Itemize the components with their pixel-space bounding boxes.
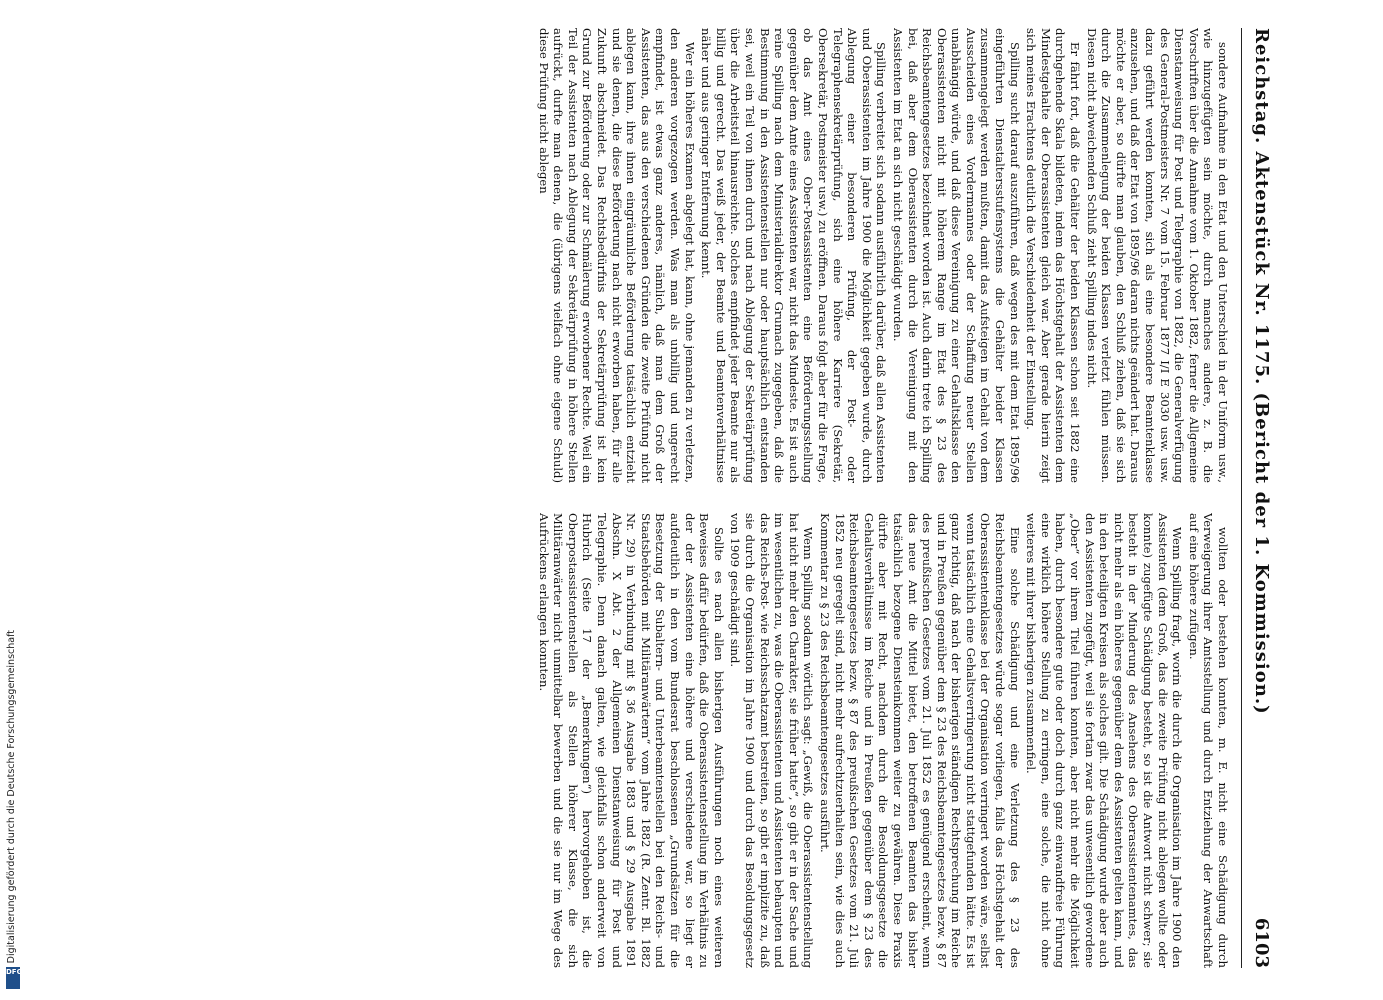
paragraph: Wenn Spilling sodann wörtlich sagt: „Gewiß, die Oberassistentenstellung hat nicht mehr den Charakter, sie früher hatte“, so gibt er in der Sache und im wesentlichen zu, was die Oberassistenten und Assistenten behaupten und das Reichs-Post- wie Reichsschatzamt bestreiten, so gibt er implizite zu, daß sie durch die Organisation im Jahre 1900 und durch das Besoldungsgesetz von 1909 geschädigt sind. — [728, 513, 816, 968]
text-column-right — [20, 513, 1230, 968]
paragraph: Wer ein höheres Examen abgelegt hat, kann, ohne jemanden zu verletzen, den anderen vorgezogen werden. Was man als unbillig und ungerecht empfindet, ist etwas ganz anderes, nämlich, daß man dem Groß der Assistenten, das aus den verschiedenen Gründen die zweite Prüfung nicht ablegen kann, ihre ihnen eingräumliche Beförderung tatsächlich entzieht und sie denen, die diese Beförderung nach nicht erworben haben, für alle Zukunft abschneidet. Das Rechtsbedürfnis der Sekretärprüfung ist kein Grund zur Beförderung oder zur Schmälerung erworbener Rechte. Weil ein Teil der Assistenten nach Ablegung der Sekretärprüfung in höhere Stellen aufrückt, durfte man denen, die (übrigens vielfach ohne eigene Schuld) diese Prüfung nicht ablegen — [536, 28, 697, 483]
dfg-logo-icon: DFG — [6, 967, 20, 989]
paragraph: wollten oder bestehen konnten, m. E. nicht eine Schädigung durch Verweigerung ihrer Amtsstellung und durch Entziehung der Anwartschaft auf eine höhere zufügen. — [1186, 513, 1230, 968]
page-number: 6103 — [1251, 917, 1272, 968]
text-column-left — [20, 28, 1230, 483]
paragraph: Spilling verbreitet sich sodann ausführlich darüber, daß allen Assistenten und Oberassistenten im Jahre 1900 die Möglichkeit gegeben wurde, durch Ablegung einer besonderen Prüfung, der Post- oder Telegraphensekretärprüfung, sich eine höhere Karriere (Sekretär, Obersekretär, Postmeister usw.) zu eröffnen. Daraus folgt aber für die Frage, ob das Amt eines Ober-Postassistenten eine Beförderungsstellung gegenüber dem Amte eines Assistenten war, nicht das Mindeste. Es ist auch reine Spilling nach dem Ministerialdirektor Grumach zugegeben, daß die Bestimmung in den Assistentenstellen nur oder hauptsächlich entstanden sei, weil ein Teil von ihnen durch und nach Ablegung der Sekretärprüfung über die Arbeitsteil hinausreichte. Solches empfindet jeder Beamte nur als billig und gerecht. Das weiß jeder, der Beamte und Beamtenverhältnisse näher und aus geringer Entfernung kennt. — [699, 28, 889, 483]
running-title: Reichstag. Aktenstück Nr. 1175. (Bericht der 1. Kommission.) — [1251, 28, 1272, 715]
paragraph: Spilling sucht darauf auszuführen, daß wegen des mit dem Etat 1895/96 eingeführten Dienstaltersstufensystems die Gehälter beider Klassen zusammengelegt werden mußten, damit das Aufsteigen im Gehalt von dem Ausscheiden eines Vordermannes oder der Schaffung neuer Stellen unabhängig würde, und daß diese Vereinigung zu einer Gehaltsklasse den Oberassistenten nicht mit höherem Range im Etat des § 23 des Reichsbeamtengesetzes bezeichnet worden ist. Auch darin trete ich Spilling bei, daß aber dem Oberassistenten durch die Vereinigung mit den Assistenten im Etat an sich nicht geschädigt wurden. — [890, 28, 1022, 483]
paragraph: sondere Aufnahme in den Etat und den Unterschied in der Uniform usw., wie hinzugefügten sein möchte, durch manches andere, z. B. die Vorschriften über die Annahme vom 1. Oktober 1882, ferner die Allgemeine Dienstanweisung für Post und Telegraphie von 1882, die Generalverfügung des General-Postmeisters Nr. 7 vom 15. Februar 1877 I/I E 3030 usw. usw. dazu geführt werden konnten, sich als eine besondere Beamtenklasse anzusehen, und daß der Etat von 1895/96 daran nichts geändert hat. Daraus möchte er aber, so dürfte man glauben, den Schluß ziehen, daß sie sich durch die Zusammenlegung der beiden Klassen verletzt fühlen müssen. Diesen nicht abweichenden Schluß zieht Spilling indes nicht. — [1084, 28, 1230, 483]
page-header — [1241, 28, 1272, 968]
digitization-credit: Digitalisierung gefördert durch die Deutsche Forschungsgemeinschaft — [6, 629, 17, 963]
paragraph: Wenn Spilling fragt, worin die durch die Organisation im Jahre 1900 den Assistenten (dem Groß, das die zweite Prüfung nicht ablegen wollte oder konnte) zugefügte Schädigung besteht, so ist die Antwort nicht schwer; sie besteht in der Minderung des Ansehens des Oberassistentenamtes, das nicht mehr als ein höheres gegenüber dem des Assistenten gelten kann, und in den beteiligten Kreisen als solches gilt. Die Schädigung wurde aber auch den Assistenten zugefügt, weil sie fortan zwar das unwesentlich gewordene „Ober“ vor ihrem Titel führen konnten, aber nicht mehr die Möglichkeit haben, durch besondere gute oder doch durch ganz einwandfreie Führung eine wirklich höhere Stellung zu erringen, eine solche, die nicht ohne weiteres mit ihrer bisherigen zusammenfiel. — [1024, 513, 1185, 968]
paragraph: Er fährt fort, daß die Gehälter der beiden Klassen schon seit 1882 eine durchgehende Skala bildeten, indem das Höchstgehalt der Assistenten dem Mindestgehalte der Oberassistenten gleich war. Aber gerade hierin zeigt sich meines Erachtens deutlich die Verschiedenheit der Einstellung. — [1024, 28, 1083, 483]
paragraph: Sollte es nach allen bisherigen Ausführungen noch eines weiteren Beweises dafür bedürfen, daß die Oberassistentenstellung im Verhältnis zu der der Assistenten eine höhere und verschiedene war, so liegt er aufdeutlich in den vom Bundesrat beschlossenen „Grundsätzen für die Besetzung der Subaltern- und Unterbeamtenstellen bei den Reichs- und Staatsbehörden mit Militäranwärtern“ vom Jahre 1882 (R. Zentr. Bl. 1882 Nr. 29) in Verbindung mit § 36 Ausgabe 1883 und § 29 Ausgabe 1891 Abschn. X Abt. 2 der Allgemeinen Dienstanweisung für Post und Telegraphie. Denn danach galten, wie gleichfalls schon anderweit von Hubrich (Seite 17 der „Bemerkungen“) hervorgehoben ist, die Oberpostassistentenstellen als Stellen höherer Klasse, die sich Militäranwärter nicht unmittelbar bewerben und die sie nur im Wege des Aufrückens erlangen konnten. — [536, 513, 726, 968]
paragraph: Eine solche Schädigung und eine Verletzung des § 23 des Reichsbeamtengesetzes würde sogar vorliegen, falls das Höchstgehalt der Oberassistentenklasse bei der Organisation verringert worden wäre, selbst wenn tatsächlich eine Gehaltsverringerung nicht stattgefunden hätte. Es ist ganz richtig, daß nach der bisherigen ständigen Rechtsprechung im Reiche und in Preußen gegenüber dem § 23 des Reichsbeamtengesetzes bezw. § 87 des preußischen Gesetzes vom 21. Juli 1852 es genügend erscheint, wenn das neue Amt die Mittel bietet, den betroffenen Beamten das bisher tatsächlich bezogene Diensteinkommen weiter zu gewähren. Diese Praxis dürfte aber mit Recht, nachdem durch die Besoldungsgesetze die Gehaltsverhältnisse im Reiche und in Preußen gegenüber dem § 23 des Reichsbeamtengesetzes bezw. § 87 des preußischen Gesetzes vom 21. Juli 1852 neu geregelt sind, nicht mehr aufrechtzuerhalten sein, wie dies auch Kommentar zu § 23 des Reichsbeamtengesetzes ausführt. — [817, 513, 1022, 968]
